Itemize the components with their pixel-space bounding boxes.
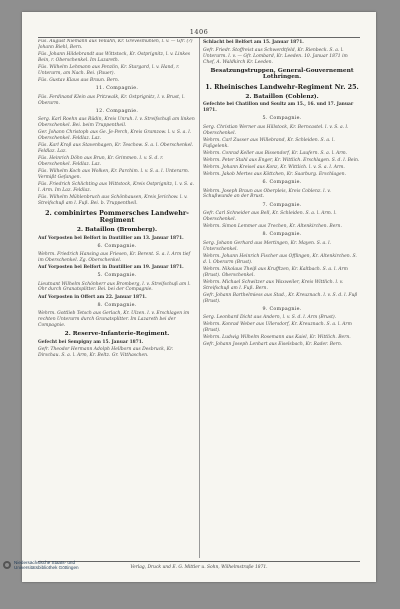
watermark-line-1: Niedersächsische Staats- und [14,560,76,565]
entry-text: Füs. Friedrich Schlichting aus Wittstock, Kreis Ostprignitz, l. v. S. a. l. Arm. Im Laz. Feldlaz. [38,182,194,194]
entry-text: Wehrm. Konrad Weber aus Ullersdorf, Kr. Kreuznach. S. a. l. Arm (Brust). [203,322,352,334]
entry-text: Füs. Wilhelm Lehmann aus Penzlin, Kr. Stargard, l. v. Hand, r. Unterarm, am Nach. Bei. (Pauer). [38,65,180,76]
engagement-note: Gefecht bei Sempigny am 15. Januar 1871. [38,339,144,345]
entry-text: Gefr. Friedr. Stoffreist aus Schwerdtfeld, Kr. Rienbeck. S. a. l. Unterarm. l. v. — Gfr. Lombard, Kr. Leeden. 10. Januar 1871 im Chef, A. Waldkirch Kr. Leeden. [203,47,348,65]
page-number: 1406 [189,28,209,36]
company-heading: 12. Compagnie. [95,108,139,114]
entry-text: Gefr. Johann Barthelmiess aus Stad., Kr. Kreuznach. l. v. S. d. l. Fuß (Brust). [203,292,358,304]
entry-text: Füs. August Niemann aus Vellahn, Kr. Grevesmühlen, l. v. — Gfr. (?) Johann Biehl, Bern. [38,39,193,50]
document-page [22,12,376,582]
entry-text: Füs. Ferdinand Klein aus Pritzwalk, Kr. Ostprignitz, l. v. Brust, l. Oberarm. [38,94,185,106]
entry-text: Lieutnant Wilhelm Schönherr aus Bromberg, l. v. Streifschuß am l. Ohr durch Granatsplitter. Bei. bei der Compagnie. [38,281,191,293]
entry-text: Serg. Johann Gerhard aus Mertingen, Kr. Mayen. S. a. l. Unterschenkel. [203,240,331,252]
section-heading: Besatzungstruppen, General-Gouvernement Lothringen. [210,67,354,81]
section-heading: 2. Bataillon (Coblenz). [245,93,319,100]
entry-text: Wehrm. Michael Schwitzer aus Waxweiler, Kreis Wittlich. l. v. Streifschuß am l. Fuß. Bern. [203,279,344,291]
company-heading: 8. Compagnie. [97,302,137,308]
company-heading: 11. Compagnie. [95,86,139,92]
section-heading: 2. Reserve-Infanterie-Regiment. [64,330,170,337]
entry-text: Füs. Wilhelm Koch aus Wolken, Kr. Parchim. l. v. S. a. l. Unterarm. Vermißt Gefangen. [38,169,190,181]
section-heading: 2. Bataillon (Bromberg). [76,226,158,233]
entry-text: Wehrm. Jakob Mertes aus Köttchen, Kr. Saarburg. Erschlagen. [203,171,347,177]
entry-text: Wehrm. Conrad Keller aus Bissendorf, Kr. Laufern. S. a. l. Arm. [203,150,348,156]
entry-text: Serg. Leonhard Dicht aus Andern, l. v. S. d. l. Arm (Brust). [203,315,337,321]
watermark-line-2: Universitätsbibliothek Göttingen [14,565,79,571]
entry-text: Wehrm. Joseph Braun aus Oberpleis, Kreis Coblenz. l. v. Schußwunde an der Brust. [203,188,331,200]
entry-text: Serg. Christian Werner aus Hillstock, Kr. Berncastel. l. v. S. a. l. Oberschenkel. [203,124,349,136]
entry-text: Wehrm. Friedrich Hansing aus Friesen, Kr. Berent. S. a. l. Arm tief im Oberschenkel. Zg. Oberschenkel. [38,252,191,263]
company-heading: 6. Compagnie. [97,243,137,249]
engagement-note: Auf Vorposten bei Belfort in Dautillier am 13. Januar 1871. [38,235,184,241]
company-heading: 5. Compagnie. [262,116,302,122]
page-footer: Verlag, Druck und E. G. Mittler u. Sohn, Wilhelmstraße 1871. [130,565,268,570]
library-logo-icon [3,561,11,569]
entry-text: Serg. Karl Roehn aus Rüdin, Kreis Unruh. l. v. Streifschuß am linken Oberschenkel. Bei. beim Truppentheil. [38,117,195,129]
entry-text: Gefr. Theodor Hermann Adolph Hellborn aus Desbruck, Kr. Dirschau. S. a. l. Arm, Kr. Beltz. Gr. Vitthaschen. [38,347,174,359]
column-divider [199,38,200,558]
entry-text: Füs. Gustav Klaus aus Braun. Bern. [38,78,120,83]
engagement-note: Auf Vorposten bei Belfort in Dautillier am 19. Januar 1871. [38,265,184,271]
company-heading: 7. Compagnie. [262,202,302,208]
company-heading: 6. Compagnie. [262,180,302,186]
entry-text: Wehrm. Johann Kreisel aus Konz, Kr. Wittlich. l. v. S. a. l. Arm. [203,164,345,170]
entry-text: Wehrm. Carl Zusser aus Willebrand, Kr. Schleiden. S. a. l. Fußgelenk. [203,137,335,149]
entry-text: Wehrm. Johann Heinrich Fischer aus Offlingen, Kr. Altenkirchen. S. d. l. Oberarm (Brust). [203,253,357,265]
entry-text: Wehrm. Gottlieb Tetsch aus Gerlach, Kr. Ulzen. l. v. Erschlagen im rechten Unterarm durch Granatsplitter. Im Lazareth bei der Compagnie. [38,311,190,328]
entry-text: Gefr. Carl Schneider aus Bell, Kr. Schleiden. S. a. l. Arm. l. Oberschenkel. [203,211,337,222]
entry-text: Wehrm. Ludwig Wilhelm Rosemann aus Kaiel, Kr. Wittlich. Bern. [203,335,351,341]
engagement-note: Gefechte bei Chatillon und Soultz am 15., 16. und 17. Januar 1871. [203,102,354,114]
company-heading: 5. Compagnie. [97,273,137,279]
entry-text: Füs. Johann Hildebrandt aus Wittstock, Kr. Ostprignitz, l. v. Linkes Bein, r. Oberschenkel. Im Lazareth. [38,52,191,63]
regiment-heading: 2. combinirtes Pommersches Landwehr-Regiment [45,208,189,225]
entry-text: Füs. Wilhelm Mühlenbruch aus Schönhausen, Kreis Jerichow. l. v. Streifschuß am l. Fuß. Bei. b. Truppentheil. [38,195,188,207]
entry-text: Füs. Karl Kroß aus Stavenhagen, Kr. Teschow. S. a. l. Oberschenkel. Feldlaz. Laz. [38,143,194,155]
entry-text: Füs. Heinrich Döhn aus Brun, Kr. Grimmen. l. v. S. d. r. Oberschenkel. Feldlaz. Laz. [38,156,164,168]
library-watermark [3,560,79,570]
entry-text: Wehrm. Peter Stahl aus Enger, Kr. Wittlich. Erschlagen. S. d. l. Bein. [203,157,360,163]
entry-text: Gefr. Johann Joseph Lenhart aus Eiselsbach, Kr. Rader. Bern. [203,342,343,348]
regiment-heading: 1. Rheinisches Landwehr-Regiment Nr. 25. [205,83,359,92]
right-column [203,39,361,559]
left-column [38,39,196,559]
engagement-note: Schlacht bei Belfort am 15. Januar 1871. [203,40,304,45]
company-heading: 9. Compagnie. [262,306,302,312]
entry-text: Wehrm. Nikolaus Theiß aus Krufftzen, Kr. Kaltbach. S. a. l. Arm (Brust). Oberschenkel. [203,266,348,278]
entry-text: Wehrm. Simon Lemmer aus Trechen, Kr. Altenkirchen. Bern. [203,224,342,230]
engagement-note: Auf Vorposten in Offert am 22. Januar 1871. [38,294,147,300]
footer-rule [38,561,360,562]
company-heading: 8. Compagnie. [262,232,302,238]
entry-text: Ger. Johann Christoph aus Ge. Je-Perch, Kreis Gramzow. l. v. S. a. l. Oberschenkel. Feldlaz. Laz. [38,130,192,142]
